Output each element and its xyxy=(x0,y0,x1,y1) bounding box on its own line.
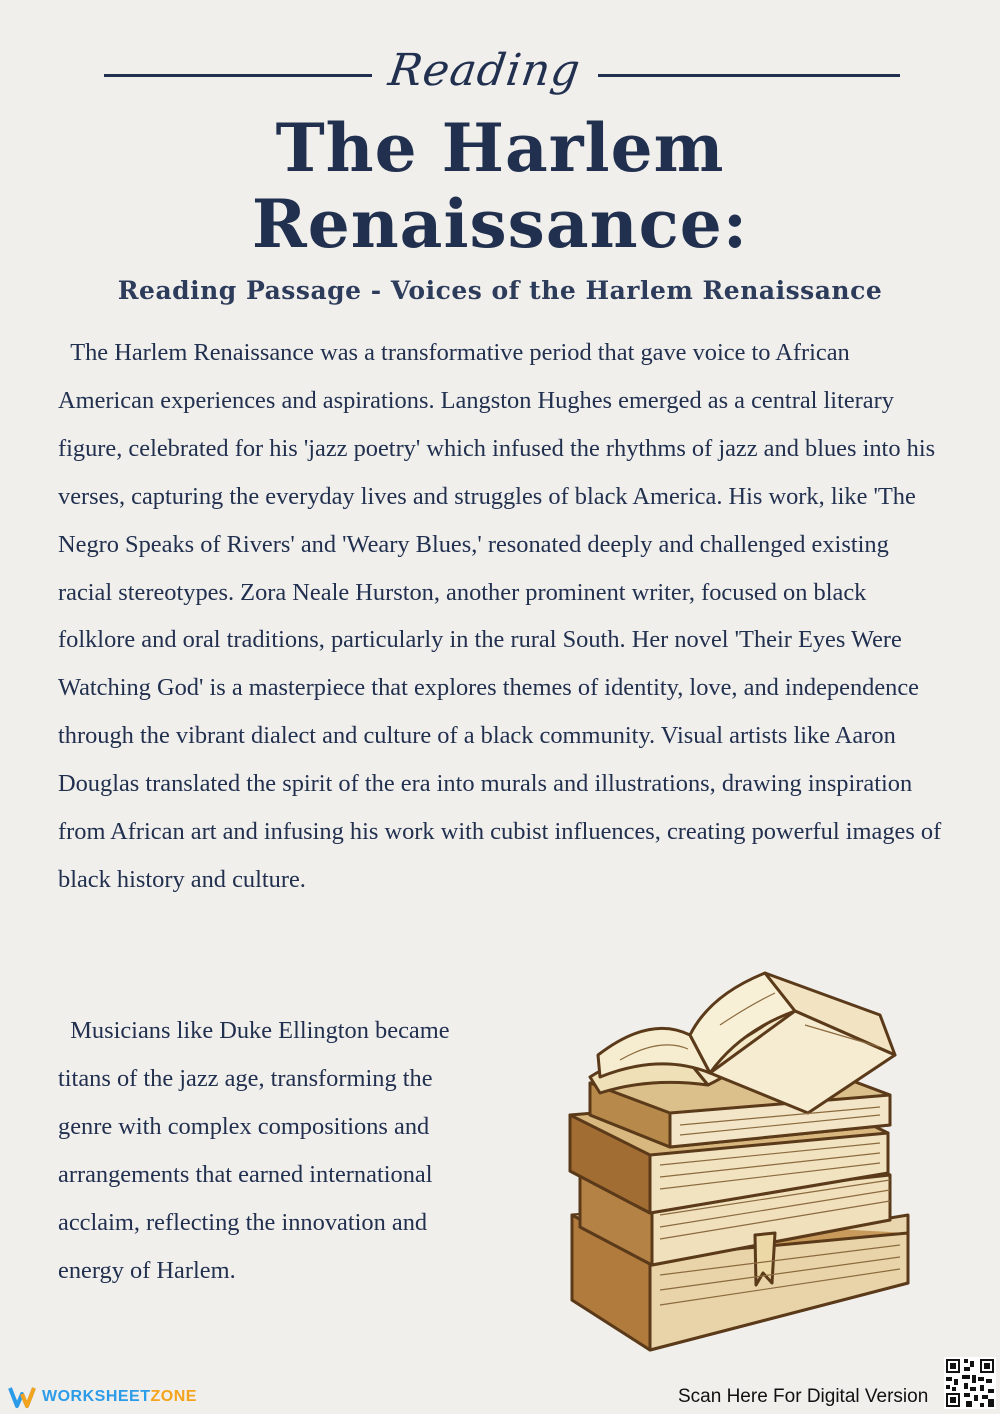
passage-paragraph-2-text: Musicians like Duke Ellington became titans of the jazz age, transforming the genre with complex compositions and arrangements that earned international acclaim, reflecting the innovation and energy of Harlem. xyxy=(58,1017,450,1284)
header-rule-right xyxy=(598,74,900,77)
brand-name-part-2: ZONE xyxy=(150,1388,197,1405)
title-line-1: The Harlem xyxy=(275,109,725,187)
passage-paragraph-2 xyxy=(58,1007,458,1294)
brand-logo xyxy=(8,1384,197,1410)
header-rule-left xyxy=(104,74,372,77)
title-line-2: Renaissance: xyxy=(251,185,749,263)
page-title xyxy=(0,110,1000,262)
book-stack-illustration xyxy=(560,965,920,1360)
brand-name-part-1: WORKSHEET xyxy=(42,1388,151,1405)
brand-name xyxy=(42,1388,197,1406)
passage-paragraph-1 xyxy=(58,329,948,904)
passage-paragraph-1-text: The Harlem Renaissance was a transformative period that gave voice to African American experiences and aspirations. Langston Hughes emerged as a central literary figure, celebrated for his 'jazz poetry' which infused the rhythms of jazz and blues into his verses, capturing the everyday lives and struggles of black America. His work, like 'The Negro Speaks of Rivers' and 'Weary Blues,' resonated deeply and challenged existing racial stereotypes. Zora Neale Hurston, another prominent writer, focused on black folklore and oral traditions, particularly in the rural South. Her novel 'Their Eyes Were Watching God' is a masterpiece that explores themes of identity, love, and independence through the vibrant dialect and culture of a black community. Visual artists like Aaron Douglas translated the spirit of the era into murals and illustrations, drawing inspiration from African art and infusing his work with cubist influences, creating powerful images of black history and culture. xyxy=(58,339,942,893)
scan-digital-version-text: Scan Here For Digital Version xyxy=(678,1386,929,1407)
worksheetzone-logo-icon xyxy=(8,1385,38,1409)
header-kicker-row xyxy=(104,40,900,110)
kicker-reading: Reading xyxy=(385,44,585,96)
page-subtitle: Reading Passage - Voices of the Harlem Renaissance xyxy=(117,276,883,305)
qr-code-icon[interactable] xyxy=(944,1357,996,1409)
